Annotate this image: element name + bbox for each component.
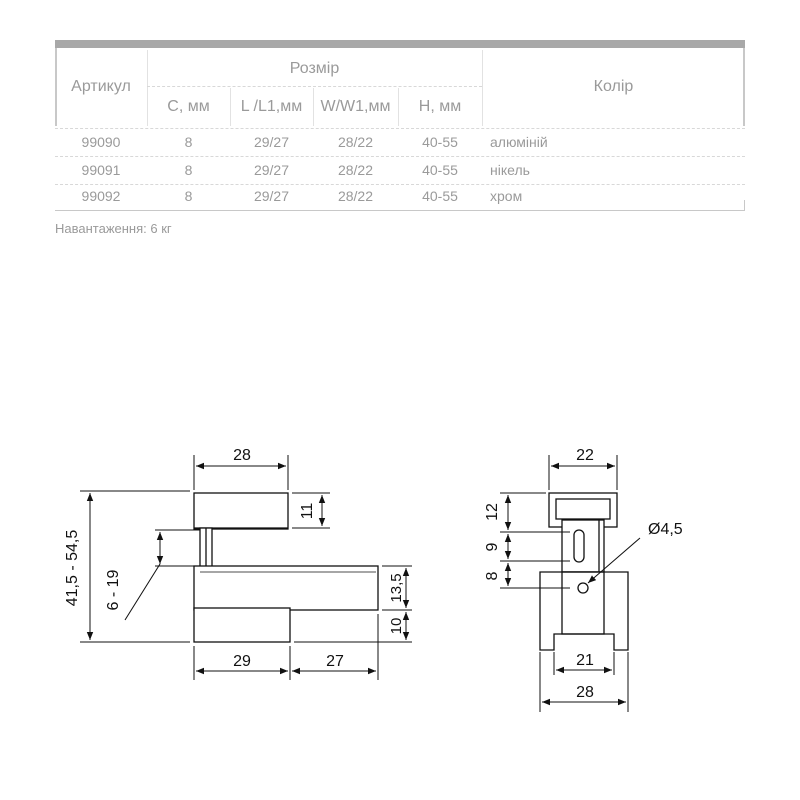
side-dim-29: 29 <box>233 653 251 670</box>
front-dim-top: 22 <box>576 447 594 464</box>
cell-l: 29/27 <box>253 188 290 204</box>
front-dim-8: 8 <box>484 571 501 581</box>
cell-h: 40-55 <box>422 188 458 204</box>
side-dim-13-5: 13,5 <box>388 573 405 603</box>
cell-h: 40-55 <box>422 134 458 150</box>
header-l: L /L1,мм <box>240 98 303 115</box>
cell-c: 8 <box>184 162 193 178</box>
header-h: H, мм <box>418 98 462 115</box>
cell-w: 28/22 <box>337 162 374 178</box>
cell-c: 8 <box>184 188 193 204</box>
header-c: C, мм <box>167 98 210 115</box>
front-view <box>500 455 640 712</box>
side-dim-27: 27 <box>326 653 344 670</box>
side-dim-10: 10 <box>388 617 405 635</box>
cell-article: 99090 <box>81 134 121 150</box>
side-dim-height: 41,5 - 54,5 <box>64 529 81 607</box>
header-w: W/W1,мм <box>320 98 391 115</box>
cell-l: 29/27 <box>253 134 290 150</box>
cell-article: 99091 <box>81 162 121 178</box>
load-note: Навантаження: 6 кг <box>55 221 172 236</box>
front-dim-9: 9 <box>484 542 501 552</box>
header-size: Розмір <box>289 60 340 77</box>
front-dim-28: 28 <box>576 684 594 701</box>
side-dim-top: 28 <box>233 447 251 464</box>
cell-h: 40-55 <box>422 162 458 178</box>
front-dim-12: 12 <box>484 503 501 521</box>
side-dim-11: 11 <box>299 502 316 520</box>
cell-c: 8 <box>184 134 193 150</box>
cell-article: 99092 <box>81 188 121 204</box>
header-color: Колір <box>593 78 634 95</box>
cell-color: алюміній <box>490 134 548 150</box>
cell-w: 28/22 <box>337 134 374 150</box>
side-dim-range: 6 - 19 <box>105 569 122 611</box>
cell-l: 29/27 <box>253 162 290 178</box>
cell-color: хром <box>490 188 523 204</box>
header-article: Артикул <box>71 78 131 95</box>
front-dim-21: 21 <box>576 652 594 669</box>
cell-color: нікель <box>490 162 530 178</box>
front-dim-hole: Ø4,5 <box>648 521 683 538</box>
cell-w: 28/22 <box>337 188 374 204</box>
side-view <box>80 455 412 680</box>
